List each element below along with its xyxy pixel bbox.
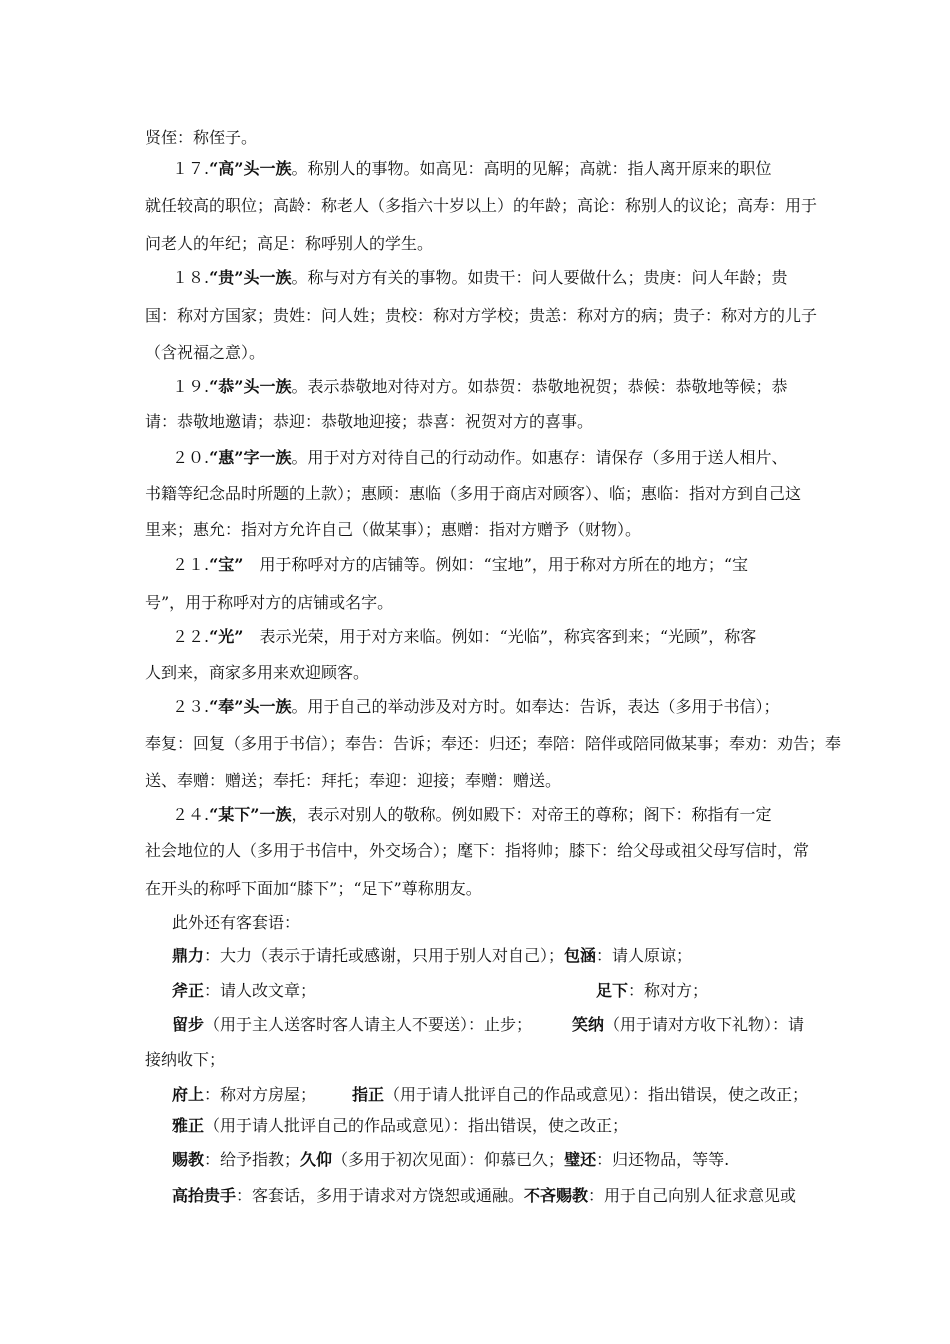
text-run: 。表示恭敬地对待对方。如恭贺：恭敬地祝贺；恭候：恭敬地等候；恭 xyxy=(291,377,788,396)
bold-term: 足下 xyxy=(596,981,629,1000)
bold-term: 久仰 xyxy=(300,1150,333,1169)
bold-term: “宝” xyxy=(209,555,244,574)
paragraph-20-hui xyxy=(172,448,788,468)
text-run: ：归还物品，等等. xyxy=(596,1150,730,1169)
bold-term: 赐教 xyxy=(172,1150,205,1169)
text-line xyxy=(145,196,817,216)
text-run: ：给予指教； xyxy=(204,1150,301,1169)
courtesy-terms-line xyxy=(596,981,708,1001)
bold-term: 笑纳 xyxy=(572,1015,605,1034)
paragraph-22-guang xyxy=(172,627,756,647)
text-line xyxy=(145,520,641,540)
text-line xyxy=(145,841,809,861)
text-run: 奉复：回复（多用于书信）；奉告：告诉；奉还：归还；奉陪：陪伴或陪同做某事；奉劝：劝告；奉 xyxy=(145,734,842,753)
text-run: ：请人改文章； xyxy=(204,981,317,1000)
text-run: 送、奉赠：赠送；奉托：拜托；奉迎：迎接；奉赠：赠送。 xyxy=(145,771,562,790)
text-line xyxy=(145,734,841,754)
text-line xyxy=(145,343,265,363)
text-run: ２３. xyxy=(172,697,210,716)
text-run: 问老人的年纪；高足：称呼别人的学生。 xyxy=(145,234,434,253)
text-run: 。用于对方对待自己的行动动作。如惠存：请保存（多用于送人相片、 xyxy=(291,448,788,467)
text-run: ２１. xyxy=(172,555,210,574)
paragraph-23-feng xyxy=(172,697,780,717)
bold-term: 指正 xyxy=(352,1085,385,1104)
text-run: ：用于自己向别人征求意见或 xyxy=(588,1186,797,1205)
bold-term: 斧正 xyxy=(172,981,205,1000)
text-run: 。用于自己的举动涉及对方时。如奉达：告诉，表达（多用于书信）； xyxy=(291,697,780,716)
courtesy-terms-line xyxy=(352,1085,808,1105)
text-run: 贤侄：称侄子。 xyxy=(145,128,258,147)
paragraph-17-gao xyxy=(172,159,772,179)
courtesy-terms-line xyxy=(572,1015,804,1035)
bold-term: “某下”一族 xyxy=(209,805,292,824)
paragraph-18-gui xyxy=(172,268,788,288)
text-run: 接纳收下； xyxy=(145,1050,226,1069)
courtesy-terms-line xyxy=(172,1150,729,1170)
text-run: ：大力（表示于请托或感谢，只用于别人对自己）； xyxy=(204,946,565,965)
text-run: （多用于初次见面）：仰慕已久； xyxy=(332,1150,565,1169)
text-line xyxy=(145,771,561,791)
text-run: 。称别人的事物。如高见：高明的见解；高就：指人离开原来的职位 xyxy=(291,159,772,178)
text-line xyxy=(145,484,801,504)
text-run: ：客套话，多用于请求对方饶恕或通融。 xyxy=(236,1186,525,1205)
text-run: 表示光荣，用于对方来临。例如：“光临”，称宾客到来；“光顾”，称客 xyxy=(243,627,757,646)
text-run: （含祝福之意）。 xyxy=(145,343,266,362)
bold-term: 不吝赐教 xyxy=(524,1186,589,1205)
bold-term: “高”头一族 xyxy=(209,159,292,178)
text-run: （用于主人送客时客人请主人不要送）：止步； xyxy=(204,1015,533,1034)
text-run: 国：称对方国家；贵姓：问人姓；贵校：称对方学校；贵恙：称对方的病；贵子：称对方的儿子 xyxy=(145,306,818,325)
text-line xyxy=(172,913,300,933)
text-run: ，表示对别人的敬称。例如殿下：对帝王的尊称；阁下：称指有一定 xyxy=(291,805,772,824)
bold-term: 璧还 xyxy=(564,1150,597,1169)
courtesy-terms-line xyxy=(172,1116,628,1136)
text-run: （用于请对方收下礼物）：请 xyxy=(604,1015,805,1034)
text-line xyxy=(145,306,817,326)
courtesy-terms-line xyxy=(172,981,316,1001)
text-line xyxy=(145,234,433,254)
bold-term: “惠”字一族 xyxy=(209,448,292,467)
bold-term: 府上 xyxy=(172,1085,205,1104)
text-run: 请：恭敬地邀请；恭迎：恭敬地迎接；恭喜：祝贺对方的喜事。 xyxy=(145,412,594,431)
text-line xyxy=(145,593,393,613)
text-line xyxy=(145,412,593,432)
bold-term: 雅正 xyxy=(172,1116,205,1135)
text-run: （用于请人批评自己的作品或意见）：指出错误，使之改正； xyxy=(384,1085,809,1104)
text-line xyxy=(145,663,369,683)
text-run: １８. xyxy=(172,268,210,287)
text-run: ２０. xyxy=(172,448,210,467)
bold-term: “奉”头一族 xyxy=(209,697,292,716)
text-run: ２４. xyxy=(172,805,210,824)
courtesy-terms-line xyxy=(172,946,692,966)
text-run: 人到来，商家多用来欢迎顾客。 xyxy=(145,663,370,682)
bold-term: “恭”头一族 xyxy=(209,377,292,396)
courtesy-terms-line xyxy=(172,1015,532,1035)
text-line xyxy=(145,879,482,899)
text-run: 里来；惠允：指对方允许自己（做某事）；惠赠：指对方赠予（财物）。 xyxy=(145,520,642,539)
text-line xyxy=(145,1050,225,1070)
text-run: 社会地位的人（多用于书信中，外交场合）；麾下：指将帅；膝下：给父母或祖父母写信时，常 xyxy=(145,841,810,860)
bold-term: 鼎力 xyxy=(172,946,205,965)
bold-term: “光” xyxy=(209,627,244,646)
text-run: 此外还有客套语： xyxy=(172,913,301,932)
text-run: ２２. xyxy=(172,627,210,646)
text-run: 用于称呼对方的店铺等。例如：“宝地”，用于称对方所在的地方；“宝 xyxy=(243,555,749,574)
text-run: 书籍等纪念品时所题的上款）；惠顾：惠临（多用于商店对顾客）、临；惠临：指对方到自己这 xyxy=(145,484,802,503)
text-run: ：称对方房屋； xyxy=(204,1085,317,1104)
paragraph-19-gong xyxy=(172,377,788,397)
paragraph-21-bao xyxy=(172,555,748,575)
courtesy-terms-line xyxy=(172,1085,316,1105)
text-run: （用于请人批评自己的作品或意见）：指出错误，使之改正； xyxy=(204,1116,629,1135)
text-line xyxy=(145,128,257,148)
bold-term: 高抬贵手 xyxy=(172,1186,237,1205)
text-run: 。称与对方有关的事物。如贵干：问人要做什么；贵庚：问人年龄；贵 xyxy=(291,268,788,287)
text-run: ：称对方； xyxy=(628,981,709,1000)
text-run: 号”，用于称呼对方的店铺或名字。 xyxy=(145,593,394,612)
bold-term: 包涵 xyxy=(564,946,597,965)
text-run: １９. xyxy=(172,377,210,396)
courtesy-terms-line xyxy=(172,1186,796,1206)
text-run: ：请人原谅； xyxy=(596,946,693,965)
text-run: 在开头的称呼下面加“膝下”；“足下”尊称朋友。 xyxy=(145,879,482,898)
paragraph-24-mouxia xyxy=(172,805,772,825)
bold-term: 留步 xyxy=(172,1015,205,1034)
text-run: １７. xyxy=(172,159,210,178)
text-run: 就任较高的职位；高龄：称老人（多指六十岁以上）的年龄；高论：称别人的议论；高寿：用于 xyxy=(145,196,818,215)
bold-term: “贵”头一族 xyxy=(209,268,292,287)
